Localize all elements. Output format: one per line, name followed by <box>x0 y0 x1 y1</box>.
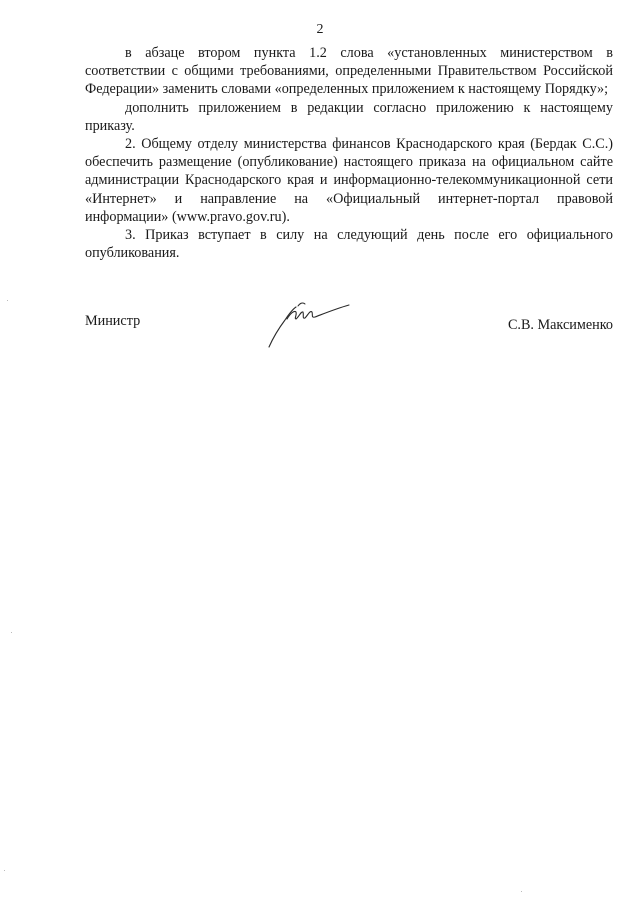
page-number: 2 <box>316 22 324 37</box>
signature-block <box>85 292 613 352</box>
scan-speck <box>4 870 5 871</box>
scan-speck <box>521 891 522 892</box>
document-body <box>85 44 613 262</box>
paragraph-publication-order: 2. Общему отделу министерства финансов Краснодарского края (Бердак С.С.) обеспечить размещение (опубликование) настоящего приказа на официальном сайте администрации Краснодарского края и информационно-телекоммуникационной сети «Интернет» и направление на «Официальный интернет-портал правовой информации» (www.pravo.gov.ru). <box>85 136 613 225</box>
scan-speck <box>7 300 8 301</box>
paragraph-effective-date: 3. Приказ вступает в силу на следующий день после его официального опубликования. <box>85 227 613 262</box>
scan-speck <box>11 632 12 633</box>
paragraph-appendix-clause: дополнить приложением в редакции согласно приложению к настоящему приказу. <box>85 99 613 134</box>
paragraph-amendment-clause: в абзаце втором пункта 1.2 слова «установленных министерством в соответствии с общими требованиями, определенными Правительством Российской Федерации» заменить словами «определенных приложением к настоящему Порядку»; <box>85 45 613 98</box>
handwritten-signature-icon <box>265 292 365 350</box>
signer-title: Министр <box>85 313 141 329</box>
signer-name: С.В. Максименко <box>507 317 613 333</box>
